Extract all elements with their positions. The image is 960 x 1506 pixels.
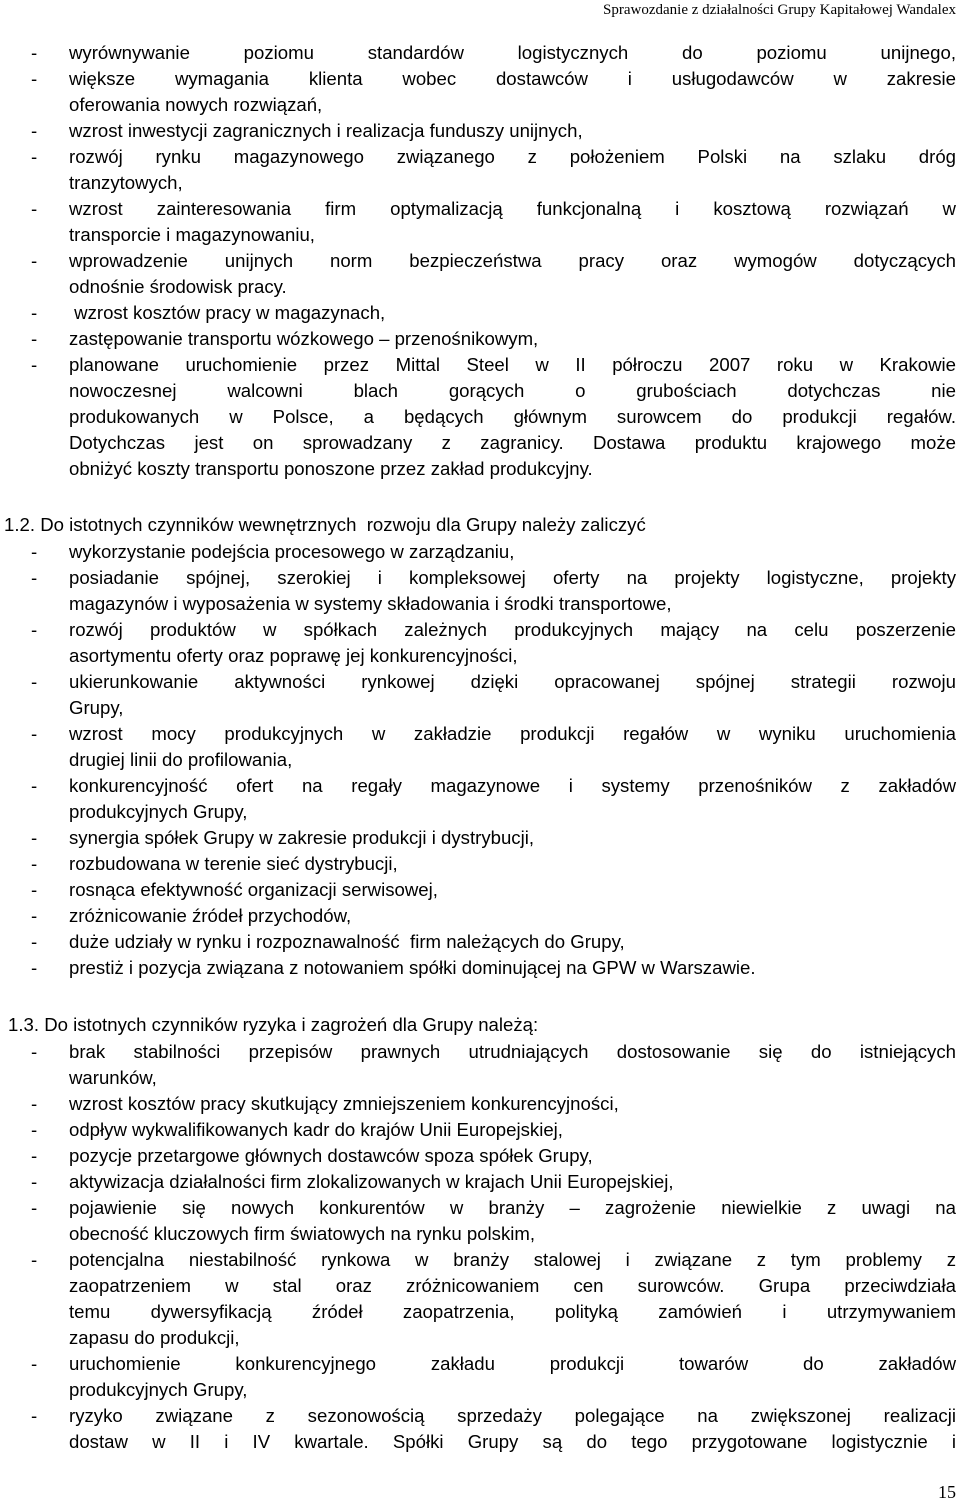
- dash-marker: -: [31, 302, 38, 323]
- list-item: - wzrost zainteresowania firm optymalizacją funkcjonalną i kosztową rozwiązań w: [31, 196, 956, 222]
- list-item: - pojawienie się nowych konkurentów w branży – zagrożenie niewielkie z uwagi na: [31, 1195, 956, 1221]
- list-item: - konkurencyjność ofert na regały magazynowe i systemy przenośników z zakładów: [31, 773, 956, 799]
- section-number: 1.3.: [8, 1014, 40, 1035]
- dash-marker: -: [31, 1119, 38, 1140]
- dash-marker: -: [31, 1353, 38, 1374]
- list-item-continuation: dostaw w II i IV kwartale. Spółki Grupy są do tego przygotowane logistycznie i: [69, 1431, 956, 1452]
- list-item: - rozbudowana w terenie sieć dystrybucji,: [31, 851, 956, 877]
- list-item: - aktywizacja działalności firm zlokalizowanych w krajach Unii Europejskiej,: [31, 1169, 956, 1195]
- list-item-continuation: drugiej linii do profilowania,: [69, 749, 293, 770]
- list-item: - ukierunkowanie aktywności rynkowej dzięki opracowanej spójnej strategii rozwoju: [31, 669, 956, 695]
- list-item: - uruchomienie konkurencyjnego zakładu produkcji towarów do zakładów: [31, 1351, 956, 1377]
- list-item-continuation: oferowania nowych rozwiązań,: [69, 94, 323, 115]
- dash-marker: -: [31, 1197, 38, 1218]
- section-title: Do istotnych czynników wewnętrznych rozwoju dla Grupy należy zaliczyć: [40, 514, 646, 535]
- list-item: - prestiż i pozycja związana z notowaniem spółki dominującej na GPW w Warszawie.: [31, 955, 956, 981]
- list-item: - rozwój produktów w spółkach zależnych produkcyjnych mający na celu poszerzenie: [31, 617, 956, 643]
- list-item: - wyrównywanie poziomu standardów logistycznych do poziomu unijnego,: [31, 40, 956, 66]
- dash-marker: -: [31, 619, 38, 640]
- dash-marker: -: [31, 853, 38, 874]
- list-item-continuation: nowoczesnej walcowni blach gorących o grubościach dotychczas nie: [69, 380, 956, 401]
- section-title: Do istotnych czynników ryzyka i zagrożeń dla Grupy należą:: [44, 1014, 539, 1035]
- list-item: - wzrost inwestycji zagranicznych i realizacja funduszy unijnych,: [31, 118, 956, 144]
- dash-marker: -: [31, 567, 38, 588]
- dash-marker: -: [31, 1249, 38, 1270]
- list-item-continuation: warunków,: [69, 1067, 157, 1088]
- list-item-continuation: produkowanych w Polsce, a będących głównym surowcem do produkcji regałów.: [69, 406, 956, 427]
- dash-marker: -: [31, 775, 38, 796]
- list-item: - pozycje przetargowe głównych dostawców spoza spółek Grupy,: [31, 1143, 956, 1169]
- list-item-continuation: produkcyjnych Grupy,: [69, 801, 248, 822]
- dash-marker: -: [31, 1093, 38, 1114]
- list-item: - wzrost kosztów pracy skutkujący zmniejszeniem konkurencyjności,: [31, 1091, 956, 1117]
- dash-marker: -: [31, 1405, 38, 1426]
- dash-marker: -: [31, 68, 38, 89]
- dash-marker: -: [31, 723, 38, 744]
- list-item-continuation: obecność kluczowych firm światowych na rynku polskim,: [69, 1223, 536, 1244]
- list-item: - duże udziały w rynku i rozpoznawalność firm należących do Grupy,: [31, 929, 956, 955]
- list-item: - odpływ wykwalifikowanych kadr do krajów Unii Europejskiej,: [31, 1117, 956, 1143]
- list-item-continuation: Grupy,: [69, 697, 124, 718]
- list-item: - zastępowanie transportu wózkowego – przenośnikowym,: [31, 326, 956, 352]
- dash-marker: -: [31, 146, 38, 167]
- dash-marker: -: [31, 541, 38, 562]
- list-item-continuation: obniżyć koszty transportu ponoszone przez zakład produkcyjny.: [69, 458, 593, 479]
- dash-marker: -: [31, 328, 38, 349]
- risk-factors-list: [31, 1039, 956, 1455]
- dash-marker: -: [31, 354, 38, 375]
- list-item-continuation: tranzytowych,: [69, 172, 183, 193]
- list-item-continuation: temu dywersyfikacją źródeł zaopatrzenia, polityką zamówień i utrzymywaniem: [69, 1301, 956, 1322]
- dash-marker: -: [31, 198, 38, 219]
- list-item-continuation: magazynów i wyposażenia w systemy składowania i środki transportowe,: [69, 593, 672, 614]
- list-item: - planowane uruchomienie przez Mittal Steel w II półroczu 2007 roku w Krakowie: [31, 352, 956, 378]
- list-item-continuation: Dotychczas jest on sprowadzany z zagranicy. Dostawa produktu krajowego może: [69, 432, 956, 453]
- section-heading: [8, 1012, 956, 1038]
- dash-marker: -: [31, 957, 38, 978]
- dash-marker: -: [31, 879, 38, 900]
- page-number: 15: [938, 1482, 956, 1502]
- dash-marker: -: [31, 120, 38, 141]
- dash-marker: -: [31, 1041, 38, 1062]
- list-item: - wykorzystanie podejścia procesowego w zarządzaniu,: [31, 539, 956, 565]
- list-item: - potencjalna niestabilność rynkowa w branży stalowej i związane z tym problemy z: [31, 1247, 956, 1273]
- running-header: Sprawozdanie z działalności Grupy Kapitałowej Wandalex: [603, 2, 956, 18]
- dash-marker: -: [31, 905, 38, 926]
- list-item-continuation: zapasu do produkcji,: [69, 1327, 240, 1348]
- list-item: - rosnąca efektywność organizacji serwisowej,: [31, 877, 956, 903]
- dash-marker: -: [31, 250, 38, 271]
- list-item: - synergia spółek Grupy w zakresie produkcji i dystrybucji,: [31, 825, 956, 851]
- list-item-continuation: transporcie i magazynowaniu,: [69, 224, 315, 245]
- dash-marker: -: [31, 42, 38, 63]
- dash-marker: -: [31, 931, 38, 952]
- list-item-continuation: zaopatrzeniem w stal oraz zróżnicowaniem cen surowców. Grupa przeciwdziała: [69, 1275, 956, 1296]
- list-item-continuation: asortymentu oferty oraz poprawę jej konkurencyjności,: [69, 645, 518, 666]
- dash-marker: -: [31, 1145, 38, 1166]
- section-number: 1.2.: [4, 514, 36, 535]
- list-item: - rozwój rynku magazynowego związanego z położeniem Polski na szlaku dróg: [31, 144, 956, 170]
- list-item-continuation: produkcyjnych Grupy,: [69, 1379, 248, 1400]
- list-item: - ryzyko związane z sezonowością sprzedaży polegające na zwiększonej realizacji: [31, 1403, 956, 1429]
- list-item: - zróżnicowanie źródeł przychodów,: [31, 903, 956, 929]
- list-item: - wzrost mocy produkcyjnych w zakładzie produkcji regałów w wyniku uruchomienia: [31, 721, 956, 747]
- section-heading: [4, 512, 956, 538]
- internal-factors-list: [31, 539, 956, 981]
- list-item: - posiadanie spójnej, szerokiej i kompleksowej oferty na projekty logistyczne, projekty: [31, 565, 956, 591]
- list-item: - wprowadzenie unijnych norm bezpieczeństwa pracy oraz wymogów dotyczących: [31, 248, 956, 274]
- trends-list: [31, 40, 956, 482]
- list-item-continuation: odnośnie środowisk pracy.: [69, 276, 287, 297]
- list-item: - większe wymagania klienta wobec dostawców i usługodawców w zakresie: [31, 66, 956, 92]
- dash-marker: -: [31, 1171, 38, 1192]
- list-item: - wzrost kosztów pracy w magazynach,: [31, 300, 956, 326]
- list-item: - brak stabilności przepisów prawnych utrudniających dostosowanie się do istniejących: [31, 1039, 956, 1065]
- dash-marker: -: [31, 827, 38, 848]
- dash-marker: -: [31, 671, 38, 692]
